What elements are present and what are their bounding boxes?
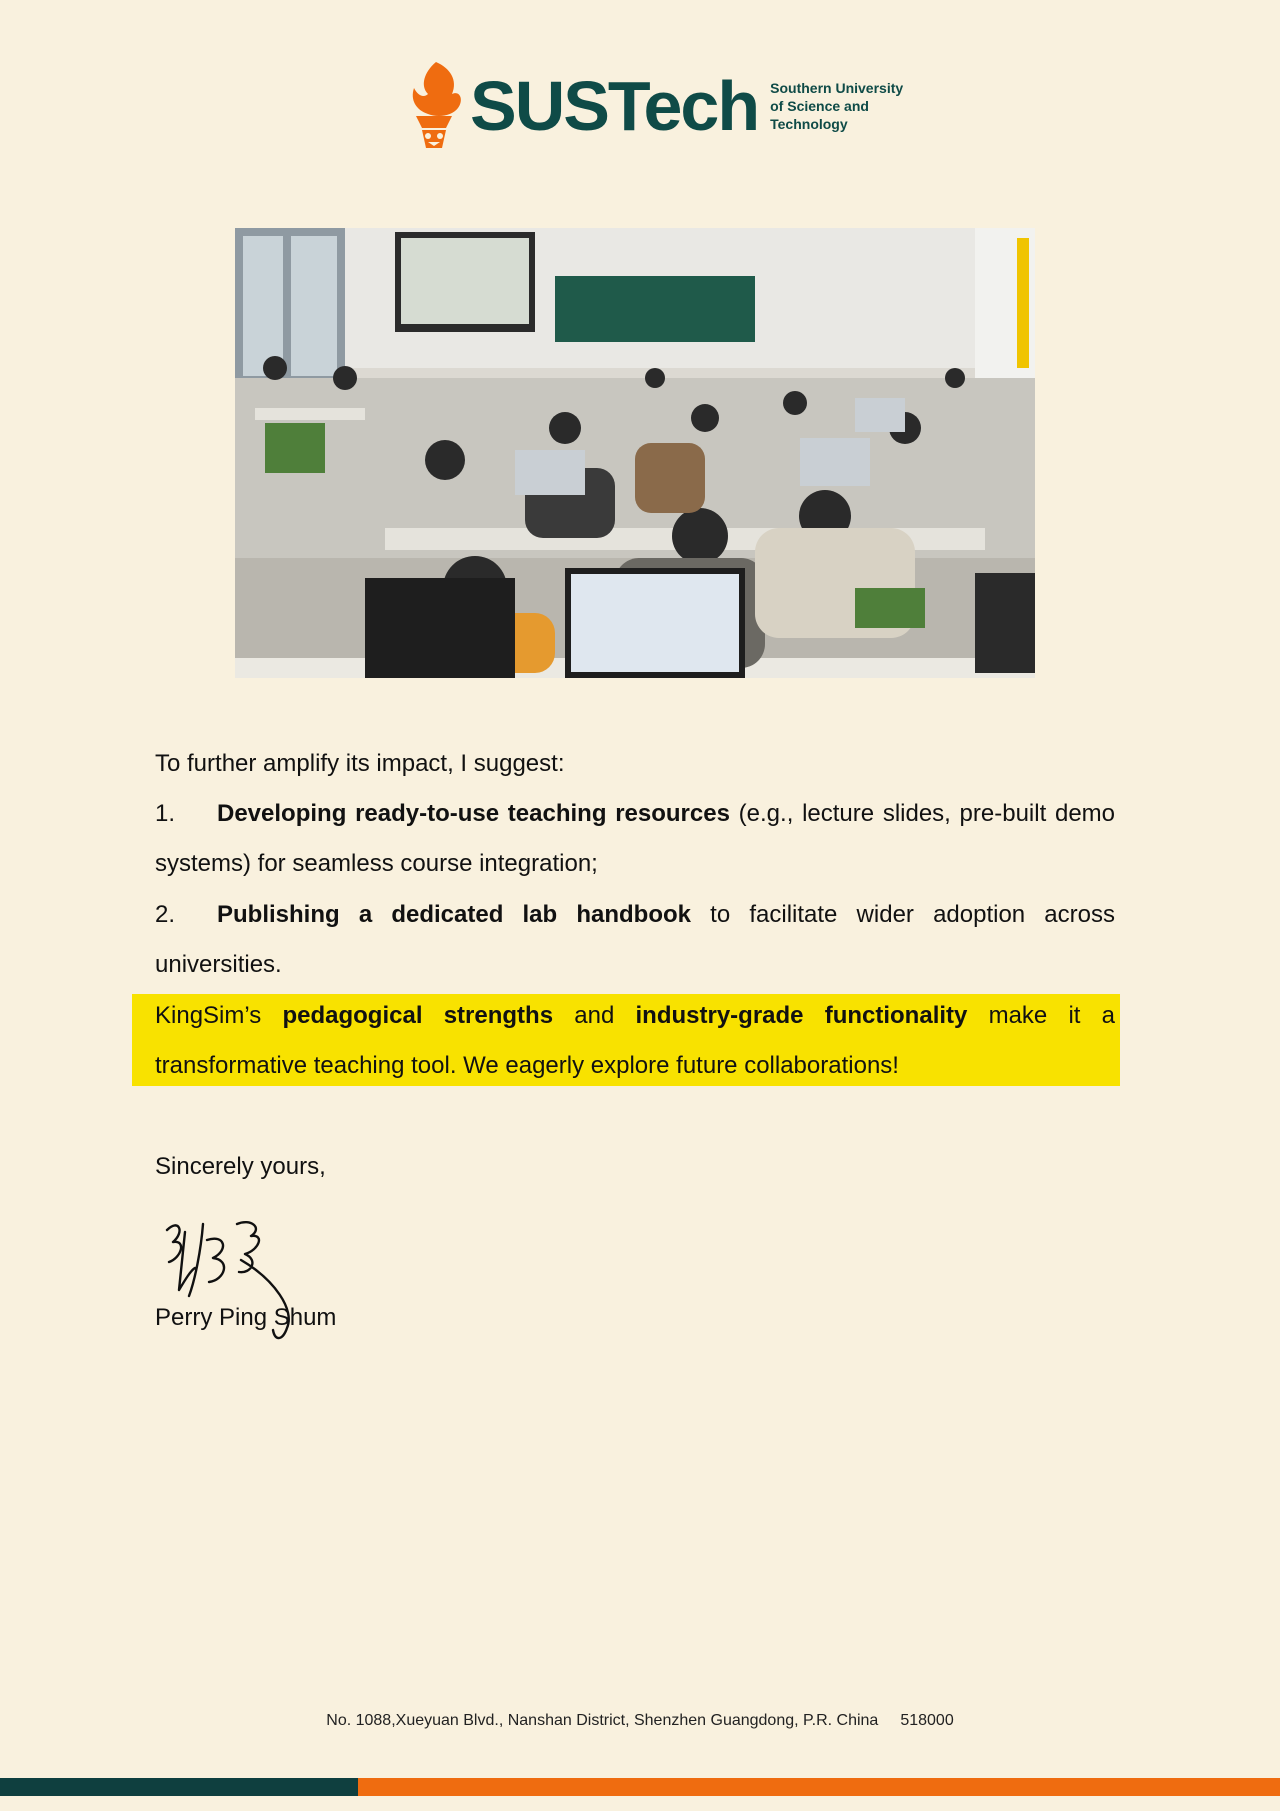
item-text: (e.g., lecture slides, pre-built demo systems) for seamless course integration;: [155, 800, 1116, 877]
hl-text-post: make it a transformative teaching tool. We eagerly explore future collaborations!: [155, 1002, 1115, 1079]
item-bold-text: Developing ready-to-use teaching resources: [217, 800, 730, 827]
hl-bold-1: pedagogical strengths: [282, 1002, 554, 1029]
item-number: 2.: [155, 901, 176, 928]
item-bold-text: Publishing a dedicated lab handbook: [217, 901, 692, 928]
hl-text-mid: and: [553, 1002, 636, 1029]
signer-name: Perry Ping Shum: [155, 1304, 337, 1331]
footer-zip: 518000: [900, 1712, 954, 1729]
suggestion-item-1: [155, 789, 1115, 889]
footer-bar-orange: [358, 1778, 1280, 1796]
item-number: 1.: [155, 800, 176, 827]
logo-sub-line3: Technology: [770, 116, 848, 132]
intro-paragraph: To further amplify its impact, I suggest:: [155, 750, 565, 777]
sustech-logo: [402, 58, 903, 154]
footer-address-line: [0, 1712, 1280, 1730]
suggestion-item-2: [155, 890, 1115, 990]
highlighted-paragraph: [155, 991, 1115, 1091]
logo-sub-line1: Southern University: [770, 80, 904, 96]
hl-text-pre: KingSim’s: [155, 1002, 283, 1029]
logo-wordmark: SUSTech: [470, 67, 759, 145]
hl-bold-2: industry-grade functionality: [635, 1002, 968, 1029]
item-text: to facilitate wider adoption across universities.: [155, 901, 1115, 978]
footer-bar-dark: [0, 1778, 358, 1796]
logo-sub-line2: of Science and: [770, 98, 869, 114]
classroom-photo: [235, 228, 1035, 678]
logo-subtitle: [770, 79, 903, 133]
torch-logo-icon: [402, 60, 466, 152]
footer-address: No. 1088,Xueyuan Blvd., Nanshan District, Shenzhen Guangdong, P.R. China: [326, 1712, 879, 1729]
classroom-photo-icon: [235, 228, 1035, 678]
closing-line: Sincerely yours,: [155, 1153, 326, 1180]
